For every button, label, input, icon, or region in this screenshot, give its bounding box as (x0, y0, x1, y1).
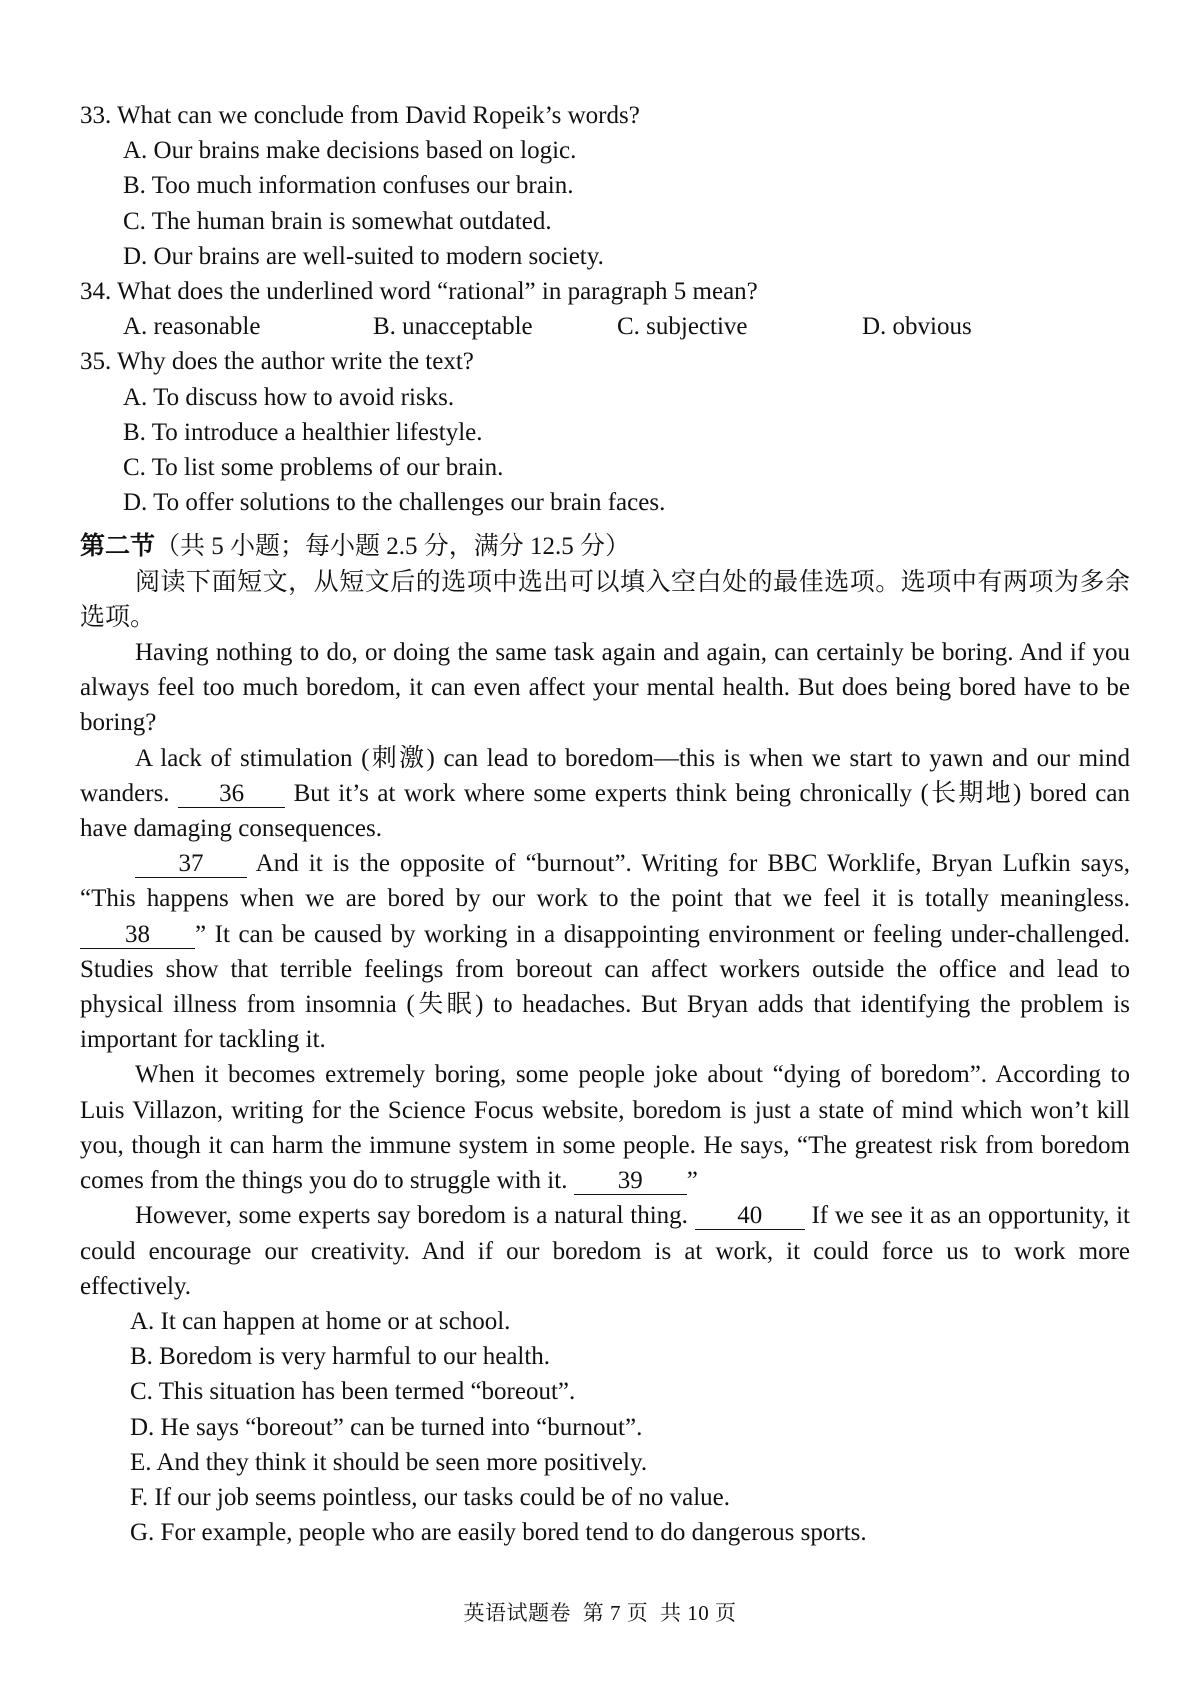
choice-a: A. It can happen at home or at school. (130, 1307, 511, 1335)
exam-page (80, 98, 1130, 1550)
footer-subject: 英语试题卷 (463, 1601, 571, 1625)
answer-choices (80, 1304, 1130, 1550)
option-a: A. To discuss how to avoid risks. (123, 383, 455, 411)
passage-paragraph-5 (80, 1198, 1130, 1304)
question-33 (80, 98, 1130, 274)
option-c: C. subjective (617, 313, 748, 341)
passage-paragraph-1: Having nothing to do, or doing the same task again and again, can certainly be boring. And if you always feel too much boredom, it can even affect your mental health. But does being bored have to be boring? (80, 639, 1130, 737)
paragraph-text: ” It can be caused by working in a disappointing environment or feeling under-challenged. Studies show that terrible feelings from boreout can affect workers outside the office and lead to physical illness from insomnia (失眠) to headaches. But Bryan adds that identifying the problem is important for tackling it. (80, 920, 1130, 1054)
option-row (80, 309, 1130, 344)
option-d: D. obvious (862, 313, 972, 341)
passage-paragraph-2 (80, 741, 1130, 847)
choice-f: F. If our job seems pointless, our tasks could be of no value. (130, 1483, 730, 1511)
blank-39: 39 (574, 1168, 687, 1195)
section-two (80, 529, 1130, 1550)
option-c: C. The human brain is somewhat outdated. (123, 207, 552, 235)
passage-paragraph-4 (80, 1057, 1130, 1198)
paragraph-text: However, some experts say boredom is a natural thing. (135, 1202, 695, 1230)
option-b: B. Too much information confuses our brain. (123, 172, 574, 200)
page-footer (0, 1597, 1200, 1627)
option-b: B. unacceptable (373, 313, 533, 341)
paragraph-text: When it becomes extremely boring, some people joke about “dying of boredom”. According to Luis Villazon, writing for the Science Focus website, boredom is just a state of mind which won’t kill you, though it can harm the immune system in some people. He says, “The greatest risk from boredom comes from the things you do to struggle with it. (80, 1061, 1130, 1195)
question-stem: 34. What does the underlined word “rational” in paragraph 5 mean? (80, 278, 758, 306)
blank-36: 36 (178, 781, 285, 808)
section-heading (80, 529, 1130, 564)
paragraph-text: A lack of stimulation (刺激) can lead to boredom—this is when we start to yawn and our mind wanders. (80, 744, 1130, 807)
choice-c: C. This situation has been termed “boreout”. (130, 1378, 576, 1406)
option-d: D. To offer solutions to the challenges our brain faces. (123, 489, 666, 517)
option-b: B. To introduce a healthier lifestyle. (123, 418, 483, 446)
footer-page-number: 第 7 页 (582, 1601, 649, 1625)
option-d: D. Our brains are well-suited to modern society. (123, 242, 604, 270)
choice-b: B. Boredom is very harmful to our health. (130, 1343, 551, 1371)
section-scoring: （共 5 小题；每小题 2.5 分，满分 12.5 分） (155, 533, 631, 561)
question-34 (80, 274, 1130, 344)
section-instruction: 阅读下面短文，从短文后的选项中选出可以填入空白处的最佳选项。选项中有两项为多余选项。 (80, 568, 1130, 631)
choice-g: G. For example, people who are easily bored tend to do dangerous sports. (130, 1519, 867, 1547)
choice-d: D. He says “boreout” can be turned into “burnout”. (130, 1413, 643, 1441)
option-c: C. To list some problems of our brain. (123, 454, 504, 482)
blank-37: 37 (135, 851, 247, 878)
option-a: A. reasonable (123, 313, 261, 341)
section-title: 第二节 (80, 533, 156, 561)
question-stem: 33. What can we conclude from David Ropeik’s words? (80, 102, 640, 129)
paragraph-text: And it is the opposite of “burnout”. Writing for BBC Worklife, Bryan Lufkin says, “This happens when we are bored by our work to the point that we feel it is totally meaningless. (80, 850, 1130, 913)
choice-e: E. And they think it should be seen more positively. (130, 1448, 648, 1476)
paragraph-text: If we see it as an opportunity, it could encourage our creativity. And if our boredom is at work, it could force us to work more effectively. (80, 1202, 1130, 1300)
footer-total-pages: 共 10 页 (660, 1601, 737, 1625)
blank-38: 38 (80, 922, 195, 949)
blank-40: 40 (695, 1203, 805, 1230)
paragraph-text: ” (686, 1167, 698, 1195)
question-35 (80, 344, 1130, 520)
question-stem: 35. Why does the author write the text? (80, 348, 474, 376)
paragraph-text: But it’s at work where some experts think being chronically (长期地) bored can have damaging consequences. (80, 779, 1130, 843)
passage-paragraph-3 (80, 846, 1130, 1057)
option-a: A. Our brains make decisions based on logic. (123, 137, 577, 165)
